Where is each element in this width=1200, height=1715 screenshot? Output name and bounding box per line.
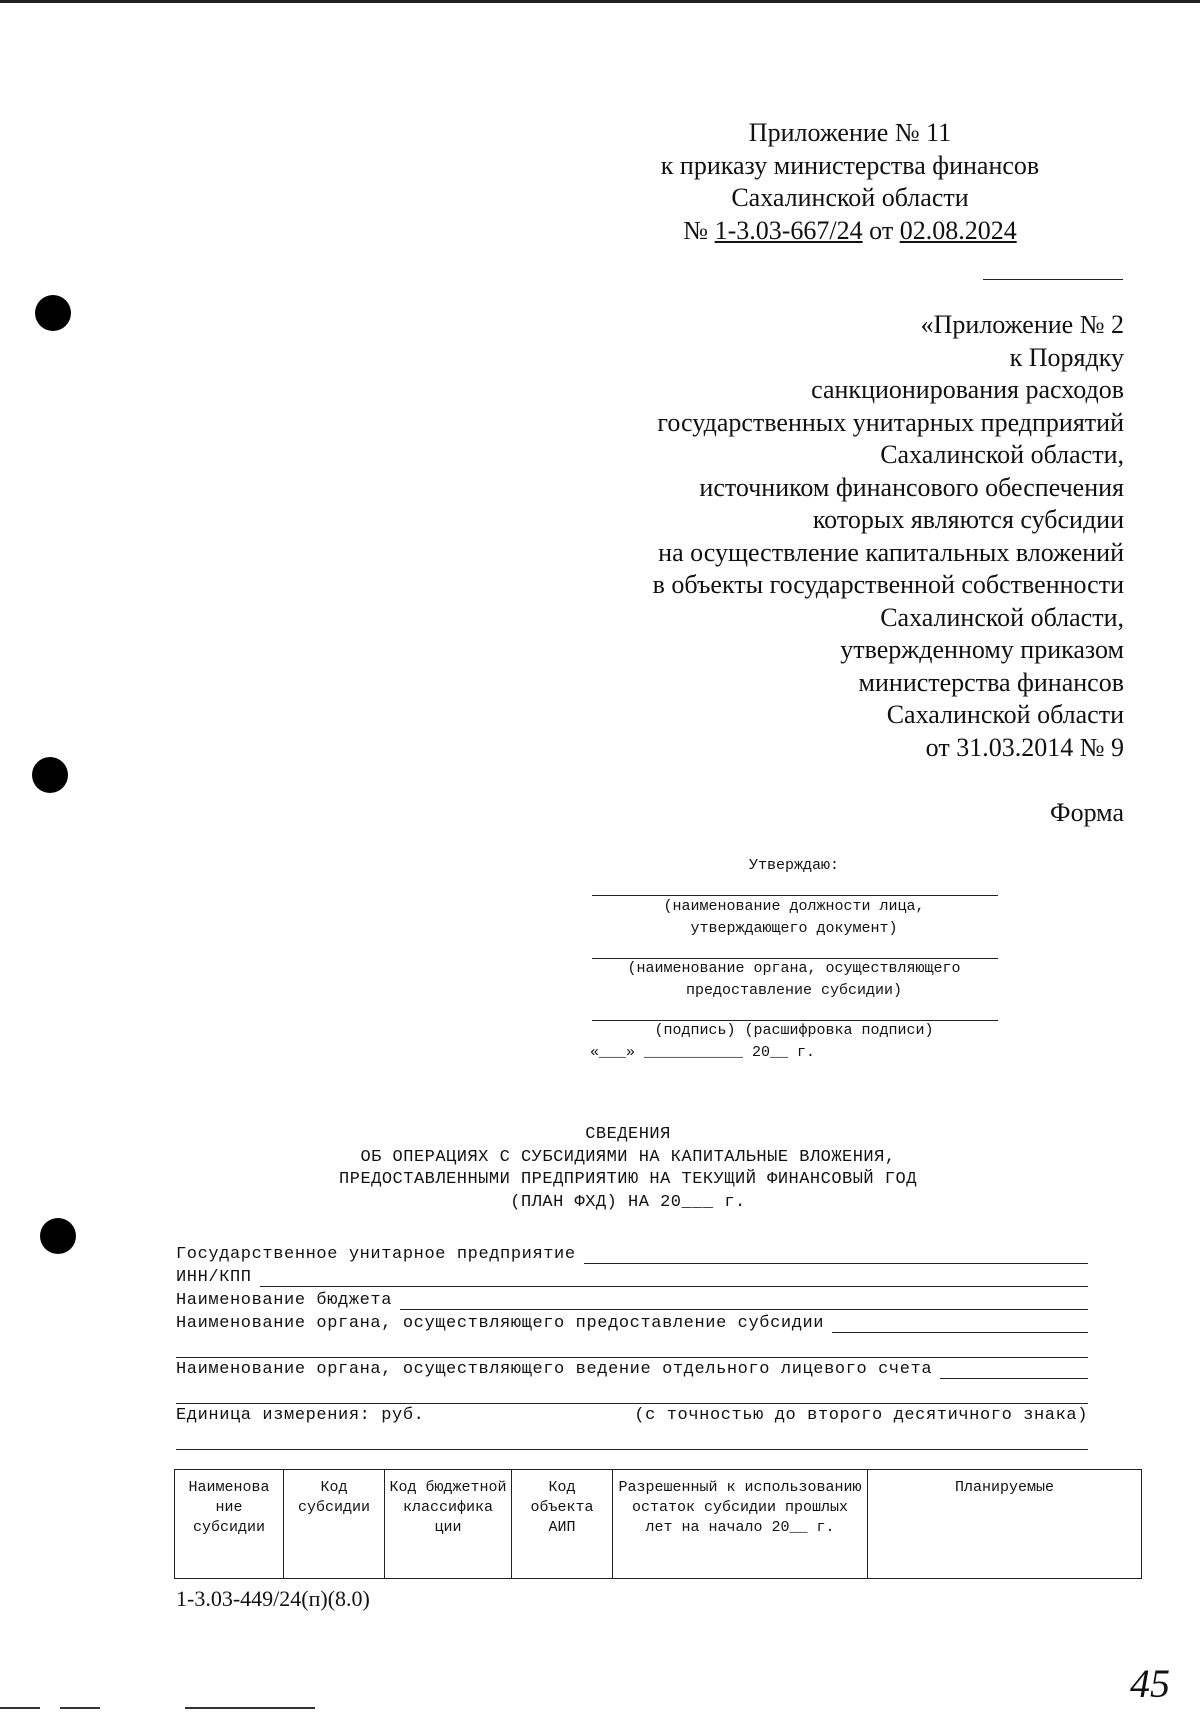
quote-line: «Приложение № 2 <box>920 310 1124 339</box>
grantor-input-line[interactable] <box>832 1314 1088 1333</box>
approval-title: Утверждаю: <box>748 857 839 874</box>
account-keeper-input-line[interactable] <box>940 1360 1088 1379</box>
approval-date-line: «___» ___________ 20__ г. <box>590 1044 816 1061</box>
header-separator <box>983 279 1123 280</box>
quote-line: Сахалинской области, <box>880 602 1124 632</box>
quote-line: Сахалинской области, <box>880 440 1124 469</box>
title-line-1: СВЕДЕНИЯ <box>585 1125 671 1144</box>
punch-hole <box>40 1218 76 1254</box>
title-line-4: (ПЛАН ФХД) НА 20___ г. <box>510 1192 746 1212</box>
unit-separator-line <box>176 1449 1088 1450</box>
quote-line: в объекты государственной собственности <box>652 570 1124 599</box>
order-from: от <box>869 215 894 245</box>
order-date: 02.08.2024 <box>899 215 1017 245</box>
order-prefix: № <box>683 215 709 245</box>
quote-line: которых являются субсидии <box>812 505 1124 534</box>
field-label: Наименование органа, осуществляющего предоставление субсидии <box>176 1314 825 1333</box>
header-cell: Наименова ние субсидии <box>175 1470 284 1579</box>
appendix-title: Приложение № 11 <box>748 118 952 147</box>
quote-line: государственных унитарных предприятий <box>657 407 1124 437</box>
field-label: Государственное унитарное предприятие <box>176 1245 576 1264</box>
bottom-edge-mark <box>185 1707 315 1709</box>
quote-line: министерства финансов <box>858 667 1124 697</box>
field-grantor <box>176 1309 1088 1333</box>
header-cell: Код бюджетной классифика ции <box>385 1470 512 1579</box>
subsidies-table <box>174 1469 1142 1579</box>
unit-precision: (с точностью до второго десятичного знака) <box>634 1406 1088 1425</box>
header-cell: Код объекта АИП <box>512 1470 613 1579</box>
appendix-line-2: к приказу министерства финансов <box>660 150 1040 180</box>
caption-line: (наименование должности лица, <box>663 898 925 915</box>
header-cell: Разрешенный к использованию остаток субсидии прошлых лет на начало 20__ г. <box>613 1470 868 1579</box>
field-account-keeper <box>176 1355 1088 1379</box>
inn-kpp-input-line[interactable] <box>260 1268 1088 1287</box>
enterprise-input-line[interactable] <box>584 1245 1088 1264</box>
caption-line: утверждающего документ) <box>690 920 898 937</box>
form-label: Форма <box>1050 798 1124 827</box>
order-number: 1-3.03-667/24 <box>714 215 863 245</box>
quote-line: источником финансового обеспечения <box>699 472 1124 502</box>
unit-label: Единица измерения: руб. <box>176 1406 425 1425</box>
punch-hole <box>35 295 71 331</box>
header-cell: Код субсидии <box>284 1470 385 1579</box>
order-reference <box>600 215 1100 248</box>
page-number: 45 <box>1130 1661 1170 1706</box>
quote-line: утвержденному приказом <box>840 635 1124 664</box>
punch-hole <box>32 757 68 793</box>
field-label: Наименование бюджета <box>176 1291 393 1310</box>
field-label: ИНН/КПП <box>176 1268 252 1287</box>
approval-signature-caption: (подпись) (расшифровка подписи) <box>654 1022 934 1039</box>
field-unit <box>176 1401 1088 1425</box>
header-cell: Планируемые <box>868 1470 1142 1579</box>
quote-block <box>564 309 1124 764</box>
footer-document-code: 1-3.03-449/24(п)(8.0) <box>176 1586 370 1611</box>
appendix-header <box>600 117 1100 247</box>
quote-line: санкционирования расходов <box>811 375 1124 404</box>
quote-line: от 31.03.2014 № 9 <box>925 732 1124 762</box>
title-line-3: ПРЕДОСТАВЛЕННЫМИ ПРЕДПРИЯТИЮ НА ТЕКУЩИЙ ФИНАНСОВЫЙ ГОД <box>339 1170 917 1189</box>
title-line-2: ОБ ОПЕРАЦИЯХ С СУБСИДИЯМИ НА КАПИТАЛЬНЫЕ ВЛОЖЕНИЯ, <box>360 1147 896 1167</box>
document-title <box>176 1124 1080 1214</box>
quote-line: на осуществление капитальных вложений <box>658 537 1124 567</box>
appendix-line-3: Сахалинской области <box>731 183 969 212</box>
caption-line: (наименование органа, осуществляющего <box>627 960 961 977</box>
field-enterprise <box>176 1240 1088 1264</box>
field-label: Наименование органа, осуществляющего ведение отдельного лицевого счета <box>176 1360 933 1379</box>
approval-organ-caption <box>590 958 998 1002</box>
field-inn-kpp <box>176 1263 1088 1287</box>
quote-line: Сахалинской области <box>886 700 1124 729</box>
budget-input-line[interactable] <box>400 1291 1088 1310</box>
quote-line: к Порядку <box>1009 342 1124 372</box>
field-budget <box>176 1286 1088 1310</box>
table-header-row <box>175 1470 1142 1579</box>
caption-line: предоставление субсидии) <box>685 982 903 999</box>
bottom-edge-mark <box>60 1707 100 1709</box>
bottom-edge-mark <box>0 1707 40 1709</box>
top-edge-line <box>0 0 1200 3</box>
approval-position-caption <box>590 896 998 940</box>
